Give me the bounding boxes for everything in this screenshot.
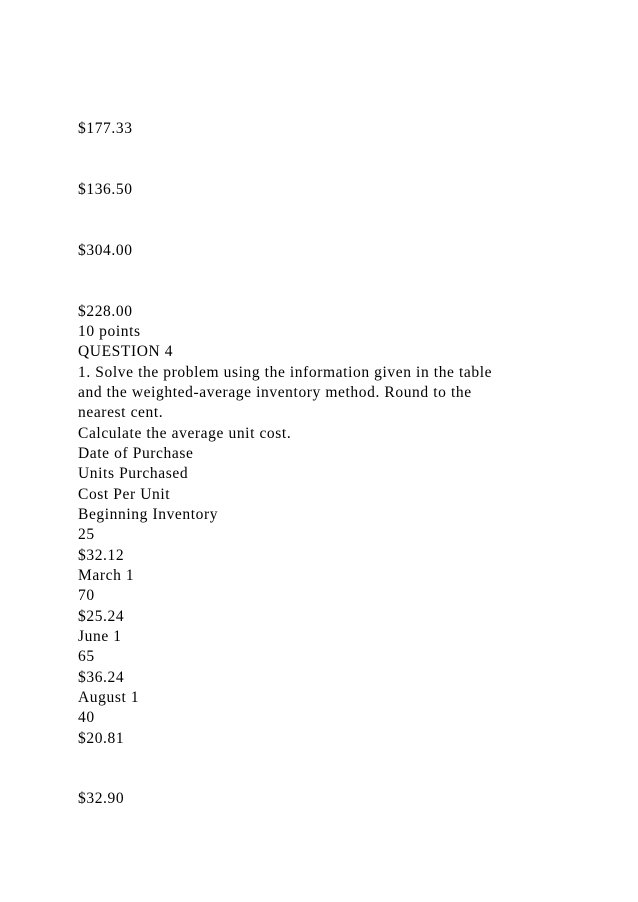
table-cell: $36.24 — [78, 669, 125, 686]
table-header: Cost Per Unit — [78, 486, 171, 503]
table-header: Units Purchased — [78, 465, 189, 482]
answer-option: $177.33 — [78, 120, 133, 137]
table-cell: Beginning Inventory — [78, 506, 219, 523]
table-header: Date of Purchase — [78, 445, 194, 462]
table-cell: 65 — [78, 648, 95, 665]
question-instruction: Calculate the average unit cost. — [78, 425, 292, 442]
table-cell: 70 — [78, 587, 95, 604]
answer-option: $32.90 — [78, 790, 125, 807]
table-cell: 25 — [78, 526, 95, 543]
table-cell: March 1 — [78, 567, 135, 584]
answer-option: $304.00 — [78, 242, 133, 259]
question-text-line: and the weighted-average inventory method. Round to the — [78, 384, 472, 401]
question-points: 10 points — [78, 323, 141, 340]
question-label: QUESTION 4 — [78, 343, 174, 360]
table-cell: August 1 — [78, 689, 140, 706]
question-text-line: nearest cent. — [78, 404, 164, 421]
table-cell: 40 — [78, 709, 95, 726]
table-cell: $20.81 — [78, 730, 125, 747]
table-cell: $25.24 — [78, 608, 125, 625]
table-cell: June 1 — [78, 628, 122, 645]
answer-option: $136.50 — [78, 181, 133, 198]
answer-option: $228.00 — [78, 303, 133, 320]
table-cell: $32.12 — [78, 547, 125, 564]
question-text-line: 1. Solve the problem using the information given in the table — [78, 364, 493, 381]
